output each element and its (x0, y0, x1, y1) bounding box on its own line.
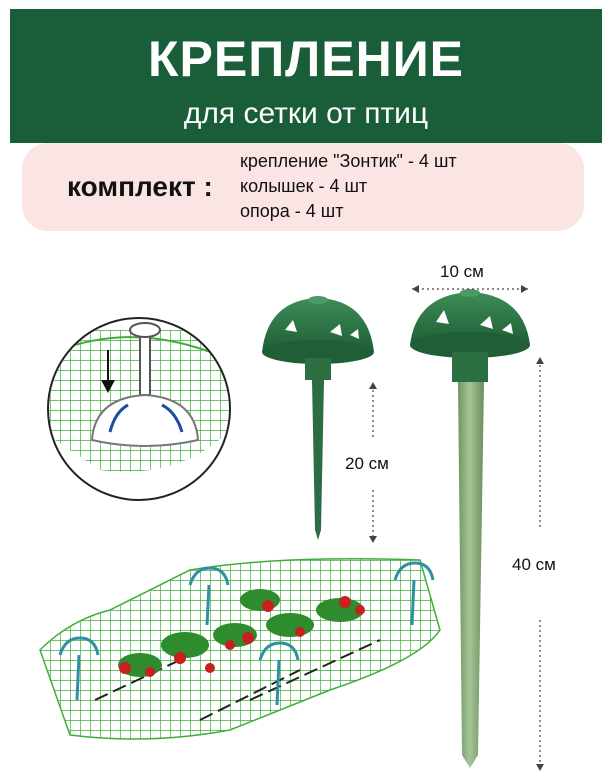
peg-length-label: 20 см (345, 454, 389, 473)
kit-item-support: опора - 4 шт (240, 201, 344, 221)
umbrella-peg (262, 296, 374, 540)
pin-shaft (140, 335, 150, 395)
kit-item-peg: колышек - 4 шт (240, 176, 368, 196)
pin-head (130, 323, 160, 337)
support-length-label: 40 см (512, 555, 556, 574)
page-title: КРЕПЛЕНИЕ (148, 31, 464, 87)
page-subtitle: для сетки от птиц (183, 97, 429, 130)
umbrella-support (410, 289, 530, 768)
kit-item-umbrella: крепление "Зонтик" - 4 шт (240, 151, 457, 171)
kit-label: комплект : (67, 171, 213, 202)
cap-width-label: 10 см (440, 262, 484, 281)
detail-circle (40, 318, 230, 500)
garden-net-illustration (40, 559, 440, 739)
